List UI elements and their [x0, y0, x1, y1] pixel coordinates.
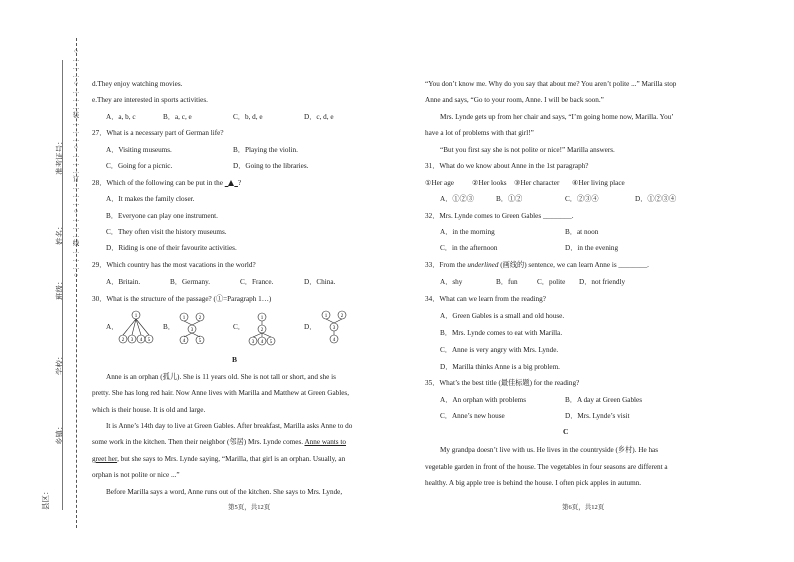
svg-text:5: 5 [198, 339, 202, 344]
q35-option-c: C．Anne’s new house [440, 412, 505, 420]
q27-option-c: C．Going for a picnic. [106, 162, 173, 170]
right-passage-line-5: “But you first say she is not polite or nice!” Marilla answers. [440, 146, 615, 154]
svg-text:5: 5 [147, 338, 151, 343]
q31-item-4: ④Her living place [572, 179, 625, 187]
binding-fill-line [62, 60, 63, 510]
q31-option-c: C．②③④ [565, 195, 599, 203]
q34-stem: 34．What can we learn from the reading? [425, 295, 546, 303]
svg-text:2: 2 [121, 338, 125, 343]
q30-option-c: C． [233, 323, 245, 331]
right-passage-line-1: “You don’t know me. Why do you say that about me? You aren’t polite ...” Marilla stop [425, 80, 677, 88]
q29-option-d: D．China. [304, 278, 336, 286]
svg-text:4: 4 [139, 338, 143, 343]
q32-option-b: B．at noon [565, 228, 599, 236]
q26-option-d: D．c, d, e [304, 113, 334, 121]
passage-line-1: Anne is an orphan (孤儿). She is 11 years old. She is not tall or short, and she is [106, 373, 336, 381]
q31-option-b: B．①② [496, 195, 523, 203]
q29-option-c: C．France. [240, 278, 274, 286]
q34-option-d: D．Marilla thinks Anne is a big problem. [440, 363, 560, 371]
passage-line-4: It is Anne’s 14th day to live at Green Gables. After breakfast, Marilla asks Anne to do [106, 422, 353, 430]
q30-option-d: D． [304, 323, 317, 331]
svg-text:3: 3 [190, 328, 194, 333]
passage-line-7: orphan is not polite or nice ...” [92, 471, 180, 479]
q28-option-a: A．It makes the family closer. [106, 195, 195, 203]
name-label: 姓名： [55, 222, 64, 245]
q32-option-d: D．in the evening [565, 244, 619, 252]
underlined-sentence-part-1: Anne wants to [304, 438, 346, 446]
q27-stem: 27．What is a necessary part of German life? [92, 129, 224, 137]
q28-option-d: D．Riding is one of their favourite activities. [106, 244, 237, 252]
q30-option-a: A． [106, 323, 119, 331]
structure-diagram-a [118, 310, 154, 344]
svg-text:3: 3 [251, 340, 255, 345]
page-footer-left: 第5页，共12页 [228, 504, 271, 511]
town-label: 乡镇： [55, 422, 64, 445]
q30-option-b: B． [163, 323, 175, 331]
c-passage-line-3: healthy. A big apple tree is behind the house. I often pick apples in autumn. [425, 479, 642, 487]
svg-text:2: 2 [198, 316, 202, 321]
q32-stem: 32．Mrs. Lynde comes to Green Gables ________. [425, 212, 574, 220]
class-label: 班级： [55, 277, 64, 300]
q26-option-a: A．a, b, c [106, 113, 136, 121]
svg-text:5: 5 [269, 340, 273, 345]
q29-option-b: B．Germany. [170, 278, 211, 286]
q34-option-a: A．Green Gables is a small and old house. [440, 312, 565, 320]
q30-stem: 30．What is the structure of the passage? (①=Paragraph 1…) [92, 295, 272, 303]
svg-text:2: 2 [340, 314, 344, 319]
q29-option-a: A．Britain. [106, 278, 141, 286]
q31-item-1: ①Her age [425, 179, 454, 187]
county-label: 县区： [41, 487, 50, 510]
q33-option-d: D．not friendly [579, 278, 626, 286]
right-passage-line-2: Anne and says, “Go to your room, Anne. I will be back soon.” [425, 96, 604, 104]
svg-text:1: 1 [182, 316, 186, 321]
q33-option-c: C．polite [537, 278, 566, 286]
q32-option-a: A．in the morning [440, 228, 495, 236]
q27-option-b: B．Playing the violin. [233, 146, 298, 154]
section-c-heading: C [563, 427, 569, 436]
right-passage-line-3: Mrs. Lynde gets up from her chair and says, “I’m going home now, Marilla. You’ [440, 113, 674, 121]
svg-text:4: 4 [332, 338, 336, 343]
passage-line-2: pretty. She has long red hair. Now Anne lives with Marilla and Matthew at Green Gables, [92, 389, 350, 397]
svg-text:4: 4 [260, 340, 264, 345]
cut-marks: ○ … … … ○ … … … 装 … … … ○ … … … 订 … … … ○ … … … 线 … … … ○ [72, 48, 80, 279]
q28-stem: 28．Which of the following can be put in the ? [92, 179, 242, 187]
q28-option-c: C．They often visit the history museums. [106, 228, 227, 236]
q28-option-b: B．Everyone can play one instrument. [106, 212, 218, 220]
svg-text:1: 1 [134, 314, 138, 319]
svg-text:4: 4 [182, 339, 186, 344]
q35-option-d: D．Mrs. Lynde’s visit [565, 412, 630, 420]
option-e-statement: e.They are interested in sports activities. [92, 96, 208, 104]
q35-stem: 35．What’s the best title (最佳标题) for the reading? [425, 379, 580, 387]
q35-option-b: B．A day at Green Gables [565, 396, 643, 404]
passage-line-8: Before Marilla says a word, Anne runs out of the kitchen. She says to Mrs. Lynde, [106, 488, 343, 496]
svg-text:1: 1 [260, 316, 264, 321]
structure-diagram-d [318, 310, 350, 344]
q32-option-c: C．in the afternoon [440, 244, 498, 252]
structure-diagram-c [248, 312, 282, 346]
q26-option-c: C．b, d, e [233, 113, 263, 121]
q35-option-a: A．An orphan with problems [440, 396, 527, 404]
binding-margin [0, 0, 86, 562]
q31-item-2: ②Her looks [472, 179, 507, 187]
c-passage-line-1: My grandpa doesn’t live with us. He lives in the countryside (乡村). He has [440, 446, 659, 454]
passage-line-6: greet her, but she says to Mrs. Lynde saying, “Marilla, that girl is an orphan. Usually, an [92, 455, 346, 463]
c-passage-line-2: vegetable garden in front of the house. The vegetables in four seasons are different a [425, 463, 668, 471]
blank-triangle-icon [228, 180, 234, 186]
q31-stem: 31．What do we know about Anne in the 1st paragraph? [425, 162, 589, 170]
q34-option-c: C．Anne is very angry with Mrs. Lynde. [440, 346, 559, 354]
page-footer-right: 第6页，共12页 [562, 504, 605, 511]
q31-option-a: A．①②③ [440, 195, 474, 203]
school-label: 学校： [55, 352, 64, 375]
option-d-statement: d.They enjoy watching movies. [92, 80, 183, 88]
q27-option-a: A．Visiting museums. [106, 146, 172, 154]
right-passage-line-4: have a lot of problems with that girl!” [425, 129, 534, 137]
svg-text:2: 2 [260, 328, 264, 333]
q33-stem: 33．From the underlined (画线的) sentence, we can learn Anne is ________. [425, 261, 649, 269]
passage-line-5: some work in the kitchen. Then their neighbor (邻居) Mrs. Lynde comes. Anne wants to [92, 438, 346, 446]
q33-option-a: A．shy [440, 278, 463, 286]
section-b-heading: B [232, 355, 238, 364]
svg-text:3: 3 [332, 326, 336, 331]
q34-option-b: B．Mrs. Lynde comes to eat with Marilla. [440, 329, 563, 337]
q31-option-d: D．①②③④ [635, 195, 677, 203]
svg-text:1: 1 [324, 314, 328, 319]
passage-line-3: which is their house. It is old and large. [92, 406, 206, 414]
svg-text:3: 3 [130, 338, 134, 343]
q27-option-d: D．Going to the libraries. [233, 162, 309, 170]
q31-item-3: ③Her character [514, 179, 560, 187]
q26-option-b: B．a, c, e [163, 113, 192, 121]
structure-diagram-b [176, 312, 208, 344]
q33-option-b: B．fun [496, 278, 518, 286]
underlined-sentence-part-2: greet her [92, 455, 118, 463]
exam-number-label: 准考证号： [55, 137, 64, 175]
q29-stem: 29．Which country has the most vacations in the world? [92, 261, 256, 269]
